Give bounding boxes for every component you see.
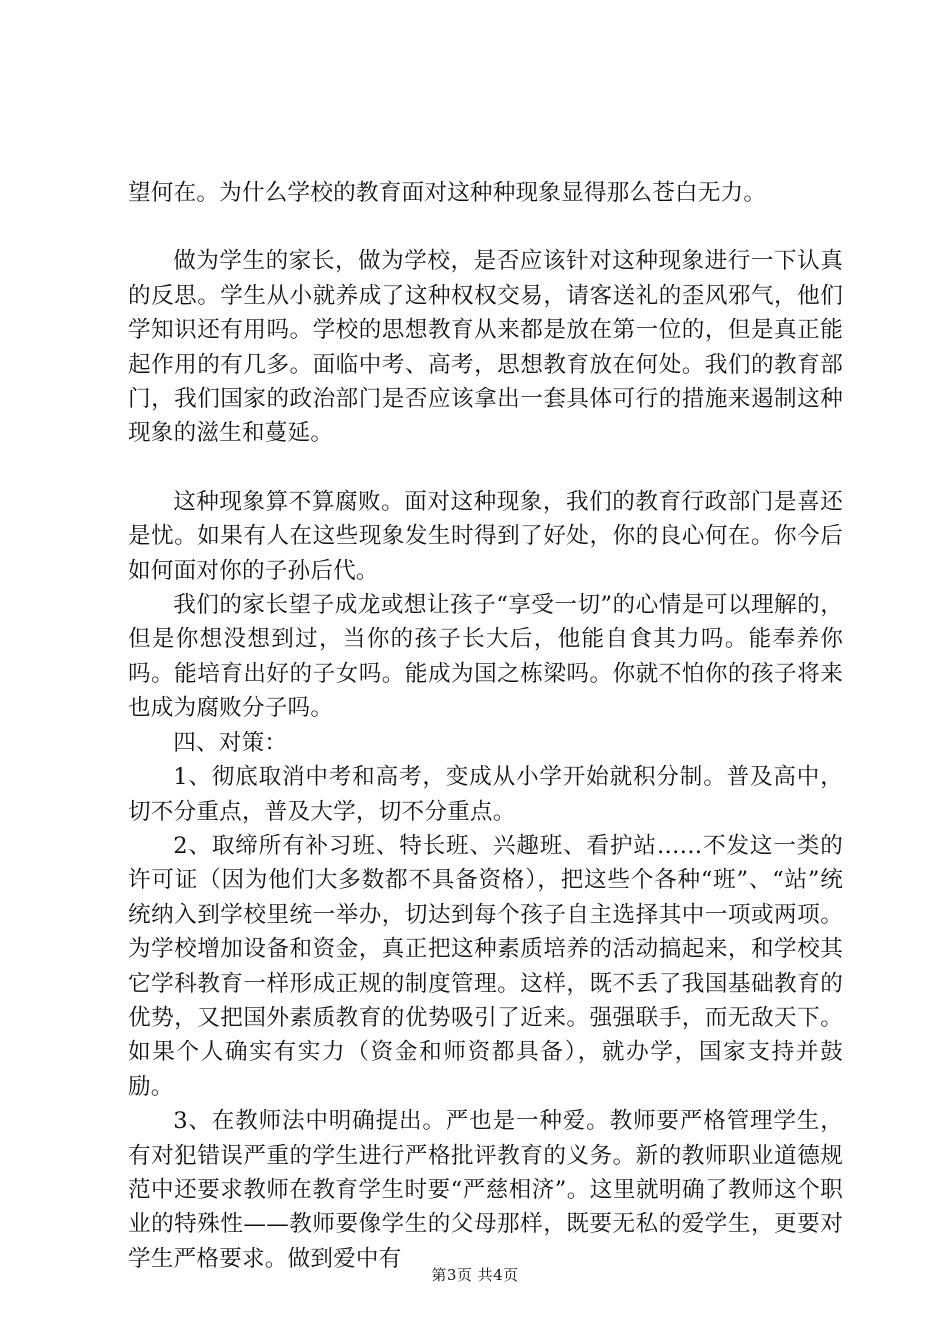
countermeasure-item-1: 1、彻底取消中考和高考，变成从小学开始就积分制。普及高中，切不分重点，普及大学，切不分重点。 — [128, 764, 843, 825]
section-heading-countermeasures: 四、对策： — [173, 729, 288, 756]
countermeasure-item-3: 3、在教师法中明确提出。严也是一种爱。教师要严格管理学生，有对犯错误严重的学生进行严格批评教育的义务。新的教师职业道德规范中还要求教师在教育学生时要“严慈相济”。这里就明确了教师这个职业的特殊性——教师要像学生的父母那样，既要无私的爱学生，更要对学生严格要求。做到爱中有 — [128, 1108, 843, 1272]
document-body — [128, 176, 843, 1276]
paragraph-3: 这种现象算不算腐败。面对这种现象，我们的教育行政部门是喜还是忧。如果有人在这些现象发生时得到了好处，你的良心何在。你今后如何面对你的子孙后代。 — [128, 488, 843, 584]
paragraph-2: 做为学生的家长，做为学校，是否应该针对这种现象进行一下认真的反思。学生从小就养成了这种权权交易，请客送礼的歪风邪气，他们学知识还有用吗。学校的思想教育从来都是放在第一位的，但是真正能起作用的有几多。面临中考、高考，思想教育放在何处。我们的教育部门，我们国家的政治部门是否应该拿出一套具体可行的措施来遏制这种现象的滋生和蔓延。 — [128, 248, 843, 447]
countermeasure-item-2: 2、取缔所有补习班、特长班、兴趣班、看护站……不发这一类的许可证（因为他们大多数都不具备资格），把这些个各种“班”、“站”统统纳入到学校里统一举办，切达到每个孩子自主选择其中一项或两项。为学校增加设备和资金，真正把这种素质培养的活动搞起来，和学校其它学科教育一样形成正规的制度管理。这样，既不丢了我国基础教育的优势，又把国外素质教育的优势吸引了近来。强强联手，而无敌天下。如果个人确实有实力（资金和师资都具备），就办学，国家支持并鼓励。 — [128, 832, 843, 1100]
paragraph-1: 望何在。为什么学校的教育面对这种种现象显得那么苍白无力。 — [128, 180, 767, 206]
page-number-footer: 第3页 共4页 — [431, 1266, 519, 1284]
paragraph-4: 我们的家长望子成龙或想让孩子“享受一切”的心情是可以理解的，但是你想没想到过，当你的孩子长大后，他能自食其力吗。能奉养你吗。能培育出好的子女吗。能成为国之栋梁吗。你就不怕你的孩子将来也成为腐败分子吗。 — [128, 592, 843, 722]
